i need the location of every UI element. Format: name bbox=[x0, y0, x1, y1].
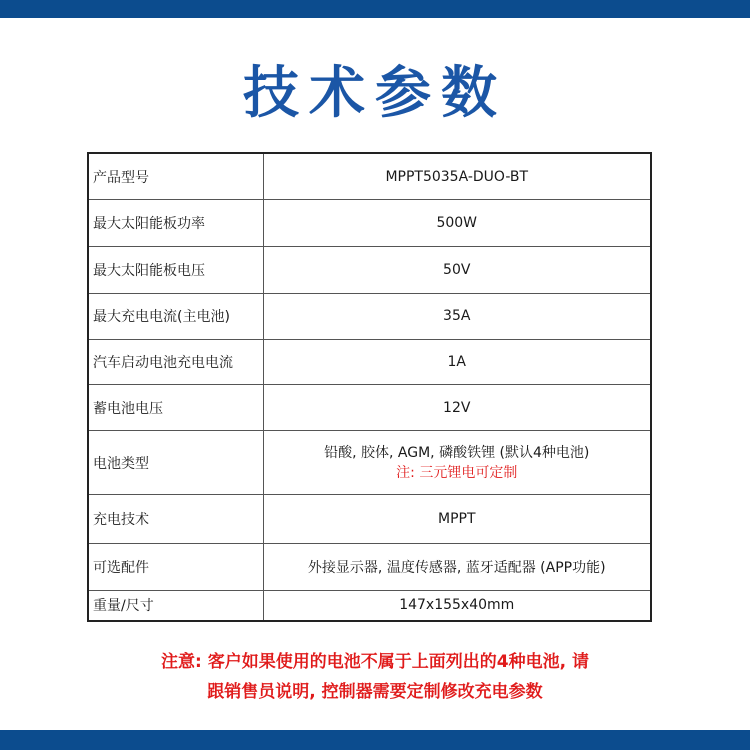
footnote bbox=[0, 647, 750, 707]
table-row bbox=[88, 431, 651, 495]
table-row bbox=[88, 544, 651, 591]
footnote-line-2: 跟销售员说明, 控制器需要定制修改充电参数 bbox=[207, 682, 543, 702]
param-label: 可选配件 bbox=[88, 544, 263, 591]
param-value: 35A bbox=[263, 293, 651, 339]
param-value: 12V bbox=[263, 385, 651, 431]
param-label: 蓄电池电压 bbox=[88, 385, 263, 431]
battery-types-note: 注: 三元锂电可定制 bbox=[396, 464, 518, 481]
table-row bbox=[88, 495, 651, 544]
param-label: 汽车启动电池充电电流 bbox=[88, 339, 263, 385]
spec-table bbox=[87, 152, 652, 622]
top-banner bbox=[0, 0, 750, 18]
param-value-multiline bbox=[263, 431, 651, 495]
bottom-banner bbox=[0, 730, 750, 750]
table-row bbox=[88, 339, 651, 385]
footnote-label: 注意: bbox=[161, 652, 202, 672]
param-label: 充电技术 bbox=[88, 495, 263, 544]
param-value: 1A bbox=[263, 339, 651, 385]
table-row bbox=[88, 200, 651, 247]
param-value: 外接显示器, 温度传感器, 蓝牙适配器 (APP功能) bbox=[263, 544, 651, 591]
param-label: 电池类型 bbox=[88, 431, 263, 495]
param-label: 最大太阳能板功率 bbox=[88, 200, 263, 247]
footnote-line-1 bbox=[0, 647, 750, 677]
table-row bbox=[88, 293, 651, 339]
param-value: MPPT bbox=[263, 495, 651, 544]
page-title: 技术参数 bbox=[243, 61, 507, 126]
param-value: MPPT5035A-DUO-BT bbox=[263, 153, 651, 200]
param-label: 最大充电电流(主电池) bbox=[88, 293, 263, 339]
param-value: 50V bbox=[263, 247, 651, 294]
param-label: 重量/尺寸 bbox=[88, 590, 263, 621]
table-row bbox=[88, 153, 651, 200]
param-value: 147x155x40mm bbox=[263, 590, 651, 621]
param-label: 最大太阳能板电压 bbox=[88, 247, 263, 294]
param-value: 500W bbox=[263, 200, 651, 247]
param-label: 产品型号 bbox=[88, 153, 263, 200]
table-row bbox=[88, 247, 651, 294]
table-row bbox=[88, 590, 651, 621]
table-row bbox=[88, 385, 651, 431]
battery-types-text: 铅酸, 胶体, AGM, 磷酸铁锂 (默认4种电池) bbox=[324, 444, 590, 461]
footnote-text-1: 客户如果使用的电池不属于上面列出的4种电池, 请 bbox=[207, 652, 589, 672]
